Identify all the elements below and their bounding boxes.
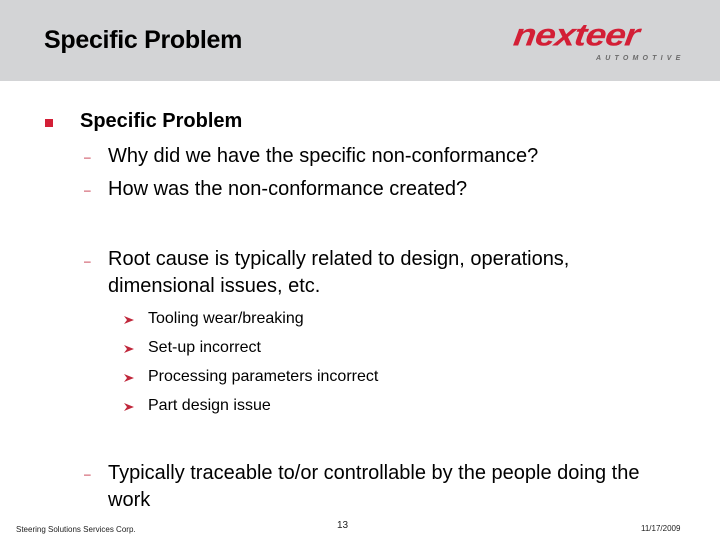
slide-header — [0, 0, 720, 81]
dash-bullet-icon: – — [84, 150, 91, 164]
arrow-bullet-icon — [124, 315, 134, 325]
detail-bullet: Tooling wear/breaking — [148, 310, 304, 327]
detail-bullet: Part design issue — [148, 397, 271, 414]
dash-bullet-icon: – — [84, 254, 91, 268]
heading-bullet: Specific Problem — [80, 110, 243, 132]
nexteer-logo — [511, 17, 688, 70]
page-number: 13 — [337, 520, 349, 531]
arrow-bullet-icon — [124, 344, 134, 354]
detail-bullet: Processing parameters incorrect — [148, 368, 379, 385]
arrow-bullet-icon — [124, 402, 134, 412]
sub-bullet: Typically traceable to/or controllable by the people doing the work — [108, 462, 640, 511]
sub-bullet: How was the non-conformance created? — [108, 178, 468, 200]
arrow-bullet-icon — [124, 373, 134, 383]
footer-date: 11/17/2009 — [641, 524, 681, 533]
square-bullet-icon — [45, 119, 53, 127]
slide-title: Specific Problem — [44, 26, 243, 54]
logo-wordmark: nexteer — [511, 17, 641, 53]
footer-company: Steering Solutions Services Corp. — [16, 525, 136, 534]
sub-bullet: Root cause is typically related to design, operations, dimensional issues, etc. — [108, 248, 570, 297]
sub-bullet: Why did we have the specific non-conformance? — [108, 145, 539, 167]
logo-subtitle: AUTOMOTIVE — [596, 55, 685, 62]
detail-bullet: Set-up incorrect — [148, 339, 261, 356]
dash-bullet-icon: – — [84, 183, 91, 197]
dash-bullet-icon: – — [84, 467, 91, 481]
